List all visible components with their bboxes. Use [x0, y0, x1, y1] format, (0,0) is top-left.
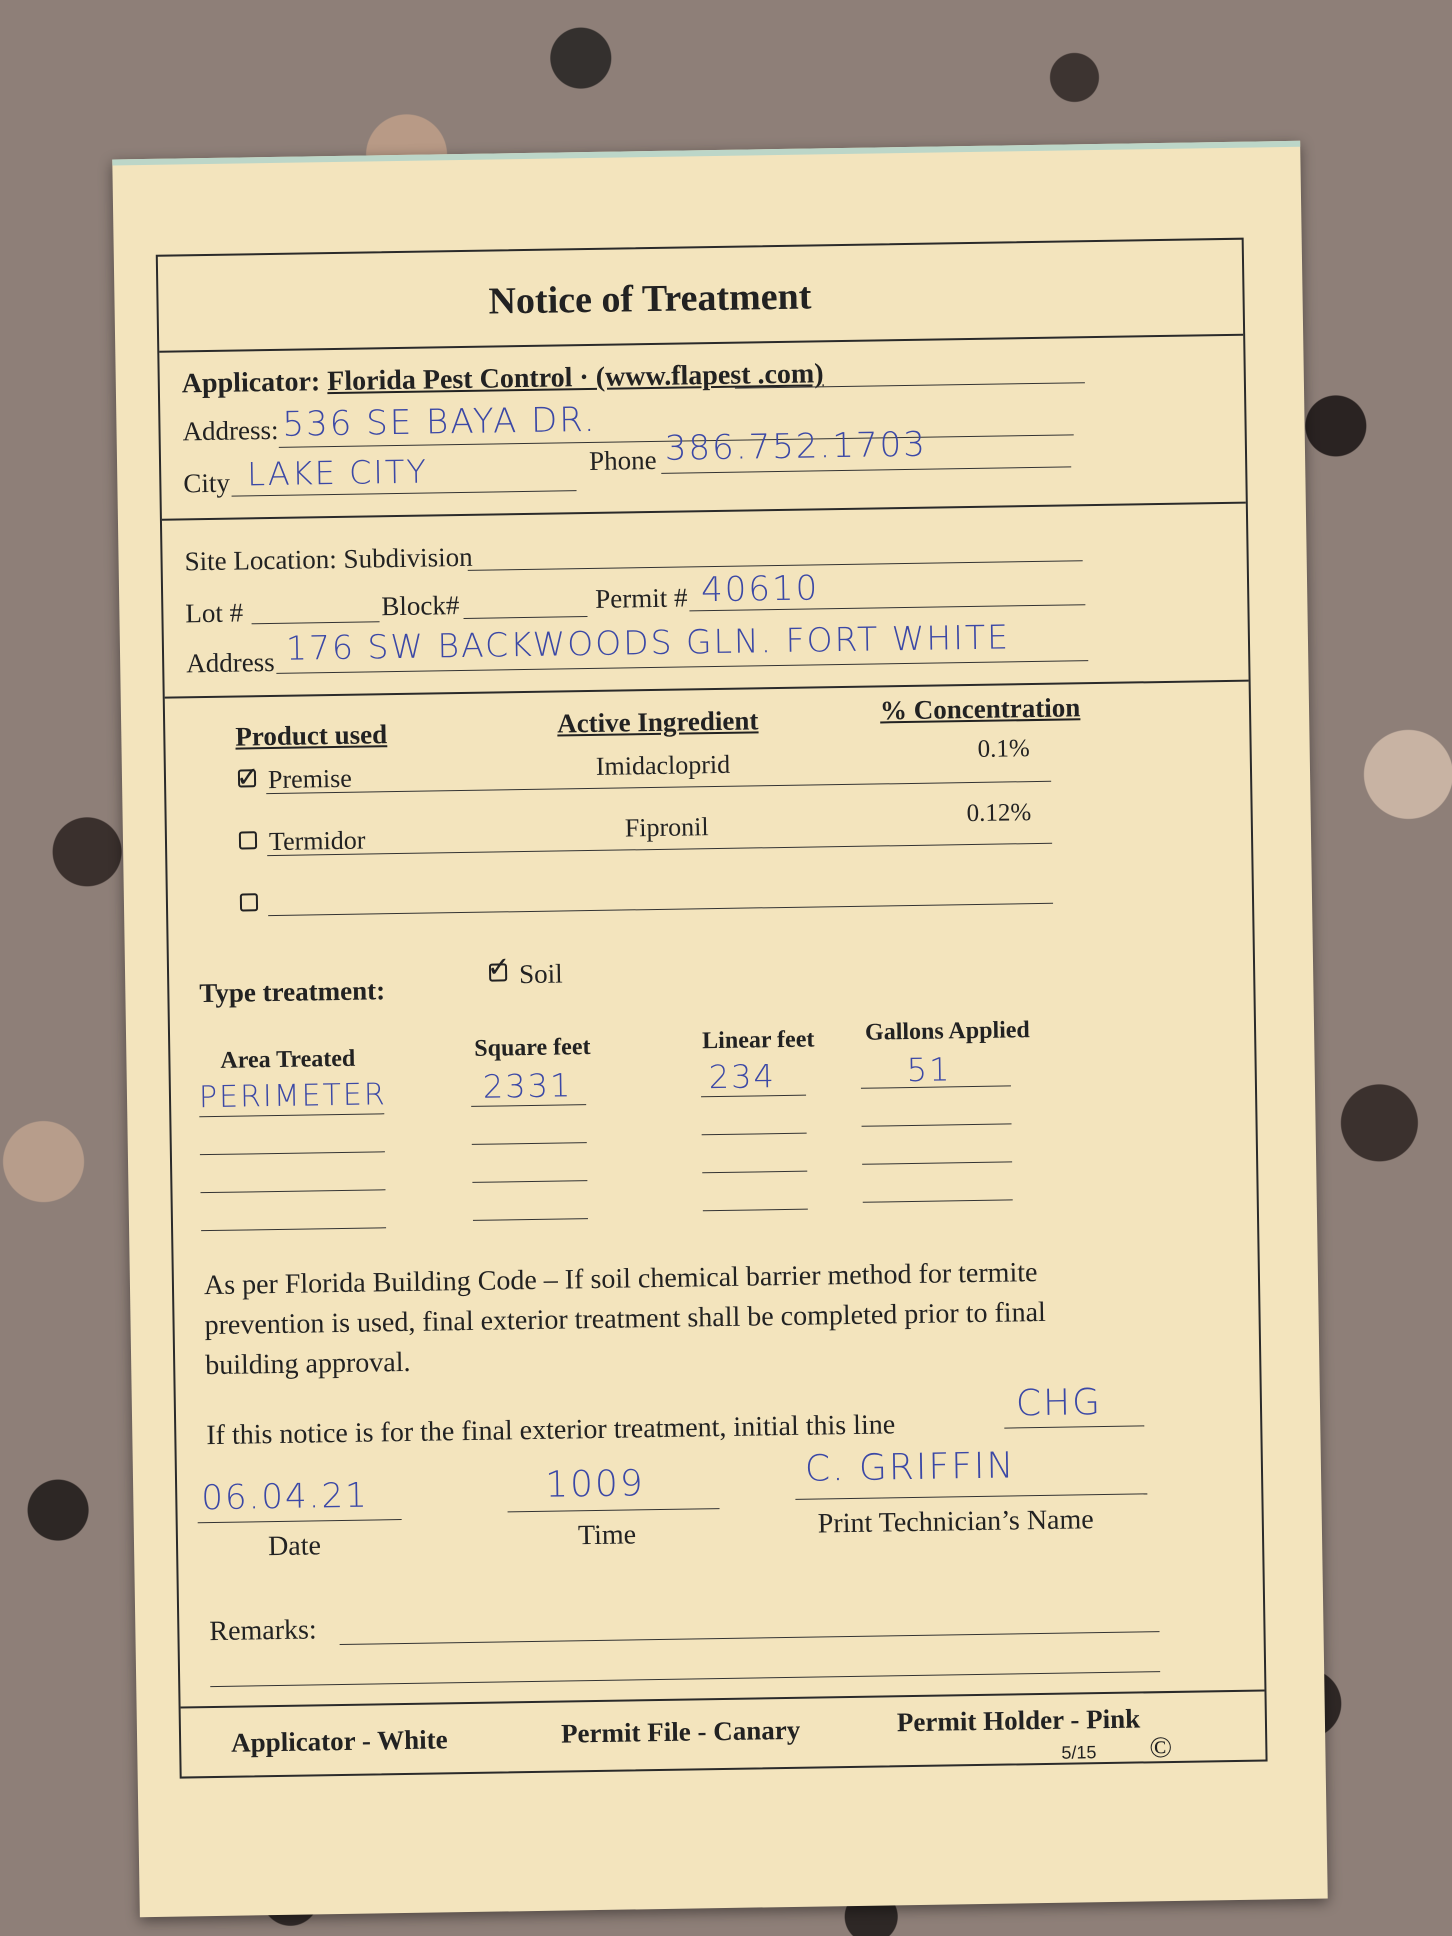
divider — [159, 334, 1243, 353]
form-title: Notice of Treatment — [488, 275, 812, 323]
building-code-text: building approval. — [204, 1346, 411, 1382]
premise-checkmark-icon: ✓ — [235, 760, 260, 794]
footer-permit-file-copy: Permit File - Canary — [560, 1714, 801, 1749]
square-line — [472, 1180, 587, 1183]
blank-product-checkbox[interactable] — [240, 893, 258, 911]
product-line — [268, 903, 1053, 916]
gallons-line — [862, 1161, 1012, 1164]
permit-value: 40610 — [700, 568, 820, 611]
remarks-label: Remarks: — [209, 1614, 317, 1648]
termidor-checkbox[interactable] — [239, 831, 257, 849]
technician-name-value: C. GRIFFIN — [804, 1445, 1016, 1490]
product-used-header: Product used — [235, 719, 388, 752]
concentration: 0.12% — [966, 799, 1032, 828]
lot-label: Lot # — [185, 597, 244, 629]
applicator-name: Florida Pest Control · (www.flapest .com) — [326, 358, 824, 398]
gallons-applied-header: Gallons Applied — [864, 1017, 1030, 1046]
divider — [162, 502, 1246, 521]
active-ingredient: Imidacloprid — [595, 749, 731, 781]
linear-line — [701, 1095, 806, 1098]
divider — [165, 680, 1249, 699]
block-label: Block# — [381, 590, 460, 622]
technician-label: Print Technician’s Name — [817, 1504, 1094, 1540]
linear-feet-header: Linear feet — [701, 1026, 815, 1055]
form-frame — [156, 238, 1268, 1779]
city-label: City — [183, 467, 231, 499]
copyright-icon: © — [1149, 1730, 1173, 1765]
site-address-value: 176 SW BACKWOODS GLN. FORT WHITE — [285, 617, 1011, 668]
time-line — [508, 1508, 720, 1512]
block-line — [464, 616, 588, 619]
square-feet-header: Square feet — [474, 1034, 591, 1062]
permit-label: Permit # — [594, 582, 688, 614]
product-line — [266, 781, 1051, 794]
square-feet-value: 2331 — [482, 1066, 573, 1106]
subdivision-label: Subdivision — [343, 541, 473, 574]
time-value: 1009 — [544, 1463, 646, 1506]
gallons-line — [862, 1123, 1012, 1126]
date-label: Date — [267, 1530, 322, 1563]
active-ingredient-header: Active Ingredient — [556, 705, 759, 739]
linear-line — [702, 1171, 807, 1174]
time-label: Time — [577, 1519, 637, 1552]
type-treatment-label: Type treatment: — [199, 975, 386, 1009]
applicator-label: Applicator: Florida Pest Control · (www.flapest .com) — [181, 358, 824, 400]
treatment-notice-paper — [112, 141, 1327, 1917]
concentration: 0.1% — [977, 735, 1030, 763]
lot-line — [252, 621, 380, 624]
site-address-label: Address — [185, 646, 275, 679]
address-value: 536 SE BAYA DR. — [282, 399, 597, 445]
address-label: Address: — [182, 414, 279, 447]
gallons-line — [863, 1199, 1013, 1202]
soil-label: Soil — [518, 958, 563, 990]
area-line — [200, 1189, 385, 1193]
area-treated-header: Area Treated — [220, 1045, 356, 1074]
remarks-line — [340, 1631, 1160, 1645]
phone-label: Phone — [588, 444, 657, 476]
active-ingredient: Fipronil — [624, 812, 709, 843]
area-line — [201, 1227, 386, 1231]
product-name: Premise — [267, 763, 353, 795]
linear-line — [702, 1133, 807, 1136]
initial-instruction: If this notice is for the final exterior treatment, initial this line — [206, 1409, 896, 1452]
site-location-label: Site Location: Subdivision — [184, 541, 473, 577]
date-line — [198, 1519, 402, 1523]
concentration-header: % Concentration — [879, 692, 1081, 726]
square-line — [472, 1142, 587, 1145]
product-name: Termidor — [268, 825, 366, 857]
phone-value: 386.752.1703 — [664, 424, 928, 469]
initial-value: CHG — [1015, 1382, 1103, 1425]
technician-line — [795, 1493, 1147, 1500]
building-code-text: prevention is used, final exterior treatment shall be completed prior to final — [204, 1296, 1047, 1342]
product-line — [267, 843, 1052, 856]
gallons-applied-value: 51 — [906, 1050, 952, 1090]
building-code-text: As per Florida Building Code – If soil chemical barrier method for termite — [203, 1257, 1038, 1302]
square-line — [473, 1218, 588, 1221]
area-treated-value: PERIMETER — [198, 1077, 387, 1116]
footer-applicator-copy: Applicator - White — [230, 1724, 448, 1758]
soil-checkmark-icon: ✓ — [486, 950, 511, 984]
revision-date: 5/15 — [1061, 1742, 1097, 1763]
initial-line — [1004, 1425, 1144, 1428]
date-value: 06.04.21 — [200, 1475, 370, 1519]
footer-permit-holder-copy: Permit Holder - Pink — [896, 1703, 1141, 1738]
city-value: LAKE CITY — [246, 452, 429, 494]
linear-feet-value: 234 — [708, 1057, 777, 1097]
remarks-line — [210, 1671, 1160, 1687]
linear-line — [703, 1209, 808, 1212]
area-line — [200, 1151, 385, 1155]
